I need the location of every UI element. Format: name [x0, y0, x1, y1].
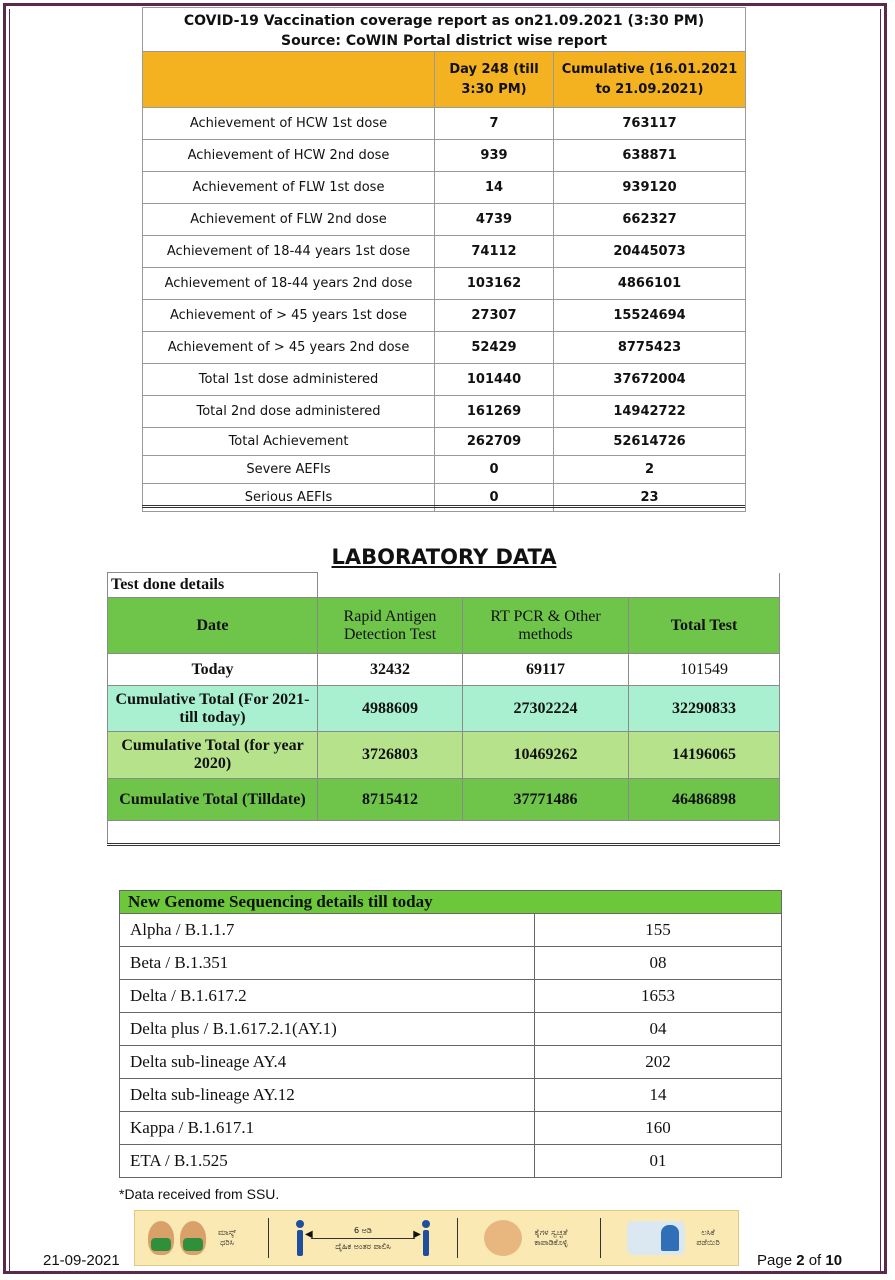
- row-day-value: 14: [435, 172, 554, 204]
- genome-row: [120, 980, 782, 1013]
- data-source-note: *Data received from SSU.: [119, 1186, 280, 1202]
- laboratory-row-cumulative-2021: [108, 686, 780, 732]
- row-day-value: 103162: [435, 268, 554, 300]
- variant-name: Delta sub-lineage AY.12: [120, 1079, 535, 1112]
- masked-faces-icon: [148, 1221, 174, 1255]
- row-day-value: 262709: [435, 428, 554, 456]
- hygiene-segment: [484, 1220, 574, 1256]
- genome-header-row: [120, 891, 782, 914]
- row-label: Achievement of FLW 2nd dose: [143, 204, 435, 236]
- genome-heading: New Genome Sequencing details till today: [120, 891, 782, 914]
- genome-row: [120, 1112, 782, 1145]
- row-total-value: 32290833: [629, 686, 780, 732]
- variant-name: Delta sub-lineage AY.4: [120, 1046, 535, 1079]
- row-label: Achievement of > 45 years 2nd dose: [143, 332, 435, 364]
- variant-name: Beta / B.1.351: [120, 947, 535, 980]
- variant-name: Delta / B.1.617.2: [120, 980, 535, 1013]
- person-icon: [421, 1220, 431, 1256]
- variant-count: 04: [535, 1013, 782, 1046]
- row-total-value: 46486898: [629, 779, 780, 821]
- row-day-value: 52429: [435, 332, 554, 364]
- row-cumulative-value: 763117: [554, 108, 746, 140]
- row-label: Achievement of > 45 years 1st dose: [143, 300, 435, 332]
- mask-segment: [148, 1221, 242, 1255]
- vaccination-row: [143, 204, 746, 236]
- laboratory-spacer-row: [108, 821, 780, 845]
- banner-separator: [268, 1218, 269, 1258]
- page-prefix: Page: [757, 1252, 797, 1269]
- variant-count: 14: [535, 1079, 782, 1112]
- row-cumulative-value: 2: [554, 456, 746, 484]
- vaccination-row: [143, 140, 746, 172]
- page-total: 10: [825, 1252, 843, 1269]
- row-label: Achievement of 18-44 years 2nd dose: [143, 268, 435, 300]
- row-label: Severe AEFIs: [143, 456, 435, 484]
- banner-separator: [600, 1218, 601, 1258]
- row-label: Total 2nd dose administered: [143, 396, 435, 428]
- laboratory-row-cumulative-2020: [108, 732, 780, 779]
- footer-date: 21-09-2021: [43, 1252, 120, 1269]
- hygiene-text: ಕೈಗಳ ಸ್ವಚ್ಛತೆ ಕಾಪಾಡಿಕೊಳ್ಳಿ: [534, 1228, 568, 1247]
- variant-name: ETA / B.1.525: [120, 1145, 535, 1178]
- vaccination-row: [143, 396, 746, 428]
- row-label: Achievement of HCW 1st dose: [143, 108, 435, 140]
- vaccination-row: [143, 172, 746, 204]
- vaccination-row: [143, 236, 746, 268]
- variant-count: 202: [535, 1046, 782, 1079]
- header-rapid-antigen: Rapid Antigen Detection Test: [318, 598, 463, 654]
- vaccination-row: [143, 364, 746, 396]
- row-label: Total Achievement: [143, 428, 435, 456]
- vaccination-source: Source: CoWIN Portal district wise report: [280, 33, 608, 49]
- header-day-cell: Day 248 (till 3:30 PM): [435, 52, 554, 108]
- row-rapid-value: 3726803: [318, 732, 463, 779]
- mask-text: ಮಾಸ್ಕ್ ಧರಿಸಿ: [217, 1228, 237, 1247]
- row-day-value: 0: [435, 456, 554, 484]
- row-rapid-value: 8715412: [318, 779, 463, 821]
- header-date: Date: [108, 598, 318, 654]
- laboratory-caption: Test done details: [108, 573, 318, 598]
- row-label: Achievement of HCW 2nd dose: [143, 140, 435, 172]
- row-day-value: 939: [435, 140, 554, 172]
- variant-count: 155: [535, 914, 782, 947]
- distance-top-text: 6 ಅಡಿ: [354, 1225, 372, 1235]
- covid-behaviour-banner: [134, 1210, 739, 1266]
- laboratory-row-today: [108, 654, 780, 686]
- variant-name: Alpha / B.1.1.7: [120, 914, 535, 947]
- row-label: Total 1st dose administered: [143, 364, 435, 396]
- genome-row: [120, 947, 782, 980]
- distance-label: [311, 1226, 415, 1251]
- vaccination-header-row: [143, 52, 746, 108]
- masked-face-icon: [180, 1221, 206, 1255]
- row-rapid-value: 4988609: [318, 686, 463, 732]
- vaccine-segment: [627, 1221, 725, 1255]
- row-cumulative-value: 15524694: [554, 300, 746, 332]
- header-total-test: Total Test: [629, 598, 780, 654]
- row-cumulative-value: 638871: [554, 140, 746, 172]
- row-total-value: 101549: [629, 654, 780, 686]
- vaccination-row: [143, 108, 746, 140]
- genome-row: [120, 1145, 782, 1178]
- laboratory-row-cumulative-tilldate: [108, 779, 780, 821]
- distance-bottom-text: ದೈಹಿಕ ಅಂತರ ಪಾಲಿಸಿ: [335, 1241, 391, 1251]
- variant-name: Kappa / B.1.617.1: [120, 1112, 535, 1145]
- row-cumulative-value: 8775423: [554, 332, 746, 364]
- vaccination-row: [143, 332, 746, 364]
- genome-row: [120, 1013, 782, 1046]
- page-number: [757, 1252, 842, 1269]
- row-rtpcr-value: 10469262: [463, 732, 629, 779]
- vaccination-icon: [627, 1221, 685, 1255]
- row-rtpcr-value: 69117: [463, 654, 629, 686]
- row-day-value: 0: [435, 484, 554, 512]
- header-blank-cell: [143, 52, 435, 108]
- genome-table: [119, 890, 782, 1178]
- header-cumulative-cell: Cumulative (16.01.2021 to 21.09.2021): [554, 52, 746, 108]
- row-rtpcr-value: 27302224: [463, 686, 629, 732]
- person-icon: [295, 1220, 305, 1256]
- row-label: Cumulative Total (for year 2020): [108, 732, 318, 779]
- distance-arrow-icon: [311, 1238, 415, 1239]
- row-label: Serious AEFIs: [143, 484, 435, 512]
- page-of: of: [804, 1252, 826, 1269]
- laboratory-header-row: [108, 598, 780, 654]
- row-cumulative-value: 662327: [554, 204, 746, 236]
- row-label: Cumulative Total (For 2021- till today): [108, 686, 318, 732]
- variant-count: 160: [535, 1112, 782, 1145]
- row-rtpcr-value: 37771486: [463, 779, 629, 821]
- row-cumulative-value: 52614726: [554, 428, 746, 456]
- variant-count: 08: [535, 947, 782, 980]
- row-day-value: 7: [435, 108, 554, 140]
- laboratory-caption-row: [108, 573, 780, 598]
- vaccination-row: [143, 428, 746, 456]
- genome-row: [120, 1046, 782, 1079]
- variant-name: Delta plus / B.1.617.2.1(AY.1): [120, 1013, 535, 1046]
- vaccination-table-bottom-rule: [142, 505, 745, 508]
- vaccination-title: COVID-19 Vaccination coverage report as on21.09.2021 (3:30 PM): [183, 13, 705, 29]
- row-label: Cumulative Total (Tilldate): [108, 779, 318, 821]
- row-cumulative-value: 37672004: [554, 364, 746, 396]
- row-cumulative-value: 14942722: [554, 396, 746, 428]
- vaccination-row: [143, 268, 746, 300]
- row-label: Achievement of 18-44 years 1st dose: [143, 236, 435, 268]
- handwash-icon: [484, 1220, 522, 1256]
- vaccine-text: ಲಸಿಕೆ ಪಡೆಯಿರಿ: [696, 1228, 720, 1247]
- banner-separator: [457, 1218, 458, 1258]
- row-day-value: 101440: [435, 364, 554, 396]
- vaccination-row: [143, 300, 746, 332]
- variant-count: 1653: [535, 980, 782, 1013]
- page-current: 2: [796, 1252, 805, 1269]
- row-label: Achievement of FLW 1st dose: [143, 172, 435, 204]
- vaccination-title-row: [143, 8, 746, 52]
- row-total-value: 14196065: [629, 732, 780, 779]
- row-rapid-value: 32432: [318, 654, 463, 686]
- header-rtpcr: RT PCR & Other methods: [463, 598, 629, 654]
- row-label: Today: [108, 654, 318, 686]
- variant-count: 01: [535, 1145, 782, 1178]
- row-cumulative-value: 20445073: [554, 236, 746, 268]
- laboratory-table: [107, 572, 780, 846]
- row-day-value: 27307: [435, 300, 554, 332]
- distance-segment: [295, 1220, 431, 1256]
- genome-row: [120, 1079, 782, 1112]
- vaccination-table: [142, 7, 746, 512]
- row-day-value: 74112: [435, 236, 554, 268]
- row-cumulative-value: 23: [554, 484, 746, 512]
- laboratory-heading: LABORATORY DATA: [331, 545, 557, 569]
- row-day-value: 161269: [435, 396, 554, 428]
- vaccination-row: [143, 456, 746, 484]
- row-cumulative-value: 939120: [554, 172, 746, 204]
- row-day-value: 4739: [435, 204, 554, 236]
- genome-row: [120, 914, 782, 947]
- row-cumulative-value: 4866101: [554, 268, 746, 300]
